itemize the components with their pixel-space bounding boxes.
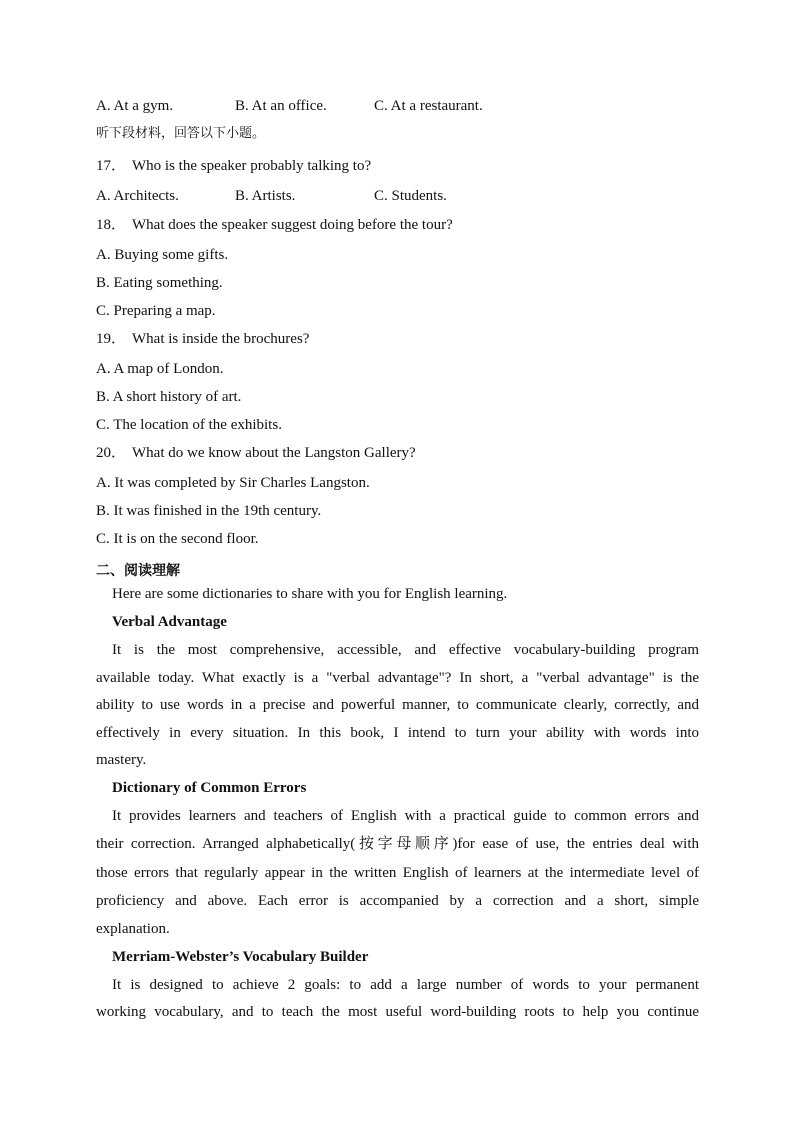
dictionary-title: Dictionary of Common Errors <box>112 780 307 796</box>
question-number: 17． <box>96 158 127 174</box>
question-number: 20． <box>96 445 127 461</box>
q20-option-b: B. It was finished in the 19th century. <box>96 503 322 519</box>
q17-option-c: C. Students. <box>374 188 447 204</box>
paragraph-line: proficiency and above. Each error is accompanied by a correction and a short, simple <box>96 893 699 909</box>
paragraph-line: It provides learners and teachers of English with a practical guide to common errors and <box>112 808 699 824</box>
question-text: Who is the speaker probably talking to? <box>132 158 372 174</box>
q20-option-a: A. It was completed by Sir Charles Langston. <box>96 475 370 491</box>
question-20 <box>96 443 416 463</box>
q20-option-c: C. It is on the second floor. <box>96 531 259 547</box>
paragraph-line: ability to use words in a precise and powerful manner, to communicate clearly, correctly, and <box>96 697 699 713</box>
question-19 <box>96 329 309 349</box>
q17-option-b: B. Artists. <box>235 188 296 204</box>
paragraph-line: working vocabulary, and to teach the most useful word-building roots to help you continue <box>96 1004 699 1020</box>
paragraph-line: It is designed to achieve 2 goals: to add a large number of words to your permanent <box>112 977 699 993</box>
paragraph-line: mastery. <box>96 752 147 768</box>
paragraph-line: their correction. Arranged alphabetically(按字母顺序)for ease of use, the entries deal with <box>96 836 699 852</box>
paragraph-line: It is the most comprehensive, accessible, and effective vocabulary-building program <box>112 642 699 658</box>
question-number: 18． <box>96 217 127 233</box>
question-number: 19． <box>96 331 127 347</box>
q18-option-c: C. Preparing a map. <box>96 303 216 319</box>
question-18 <box>96 215 453 235</box>
paragraph-line: available today. What exactly is a "verbal advantage"? In short, a "verbal advantage" is the <box>96 670 699 686</box>
q18-option-b: B. Eating something. <box>96 275 223 291</box>
q19-option-a: A. A map of London. <box>96 361 224 377</box>
q19-option-c: C. The location of the exhibits. <box>96 417 282 433</box>
dictionary-title: Merriam-Webster’s Vocabulary Builder <box>112 949 369 965</box>
q16-option-a: A. At a gym. <box>96 98 174 114</box>
q19-option-b: B. A short history of art. <box>96 389 242 405</box>
paragraph-line: explanation. <box>96 921 170 937</box>
question-17 <box>96 156 371 176</box>
intro-text: Here are some dictionaries to share with you for English learning. <box>112 586 508 602</box>
q16-option-b: B. At an office. <box>235 98 327 114</box>
q17-option-a: A. Architects. <box>96 188 179 204</box>
question-text: What is inside the brochures? <box>132 331 310 347</box>
question-text: What do we know about the Langston Gallery? <box>132 445 416 461</box>
paragraph-line: those errors that regularly appear in the written English of learners at the intermediate level of <box>96 865 699 881</box>
q18-option-a: A. Buying some gifts. <box>96 247 229 263</box>
q16-option-c: C. At a restaurant. <box>374 98 483 114</box>
dictionary-title: Verbal Advantage <box>112 614 227 630</box>
paragraph-line: effectively in every situation. In this book, I intend to turn your ability with words into <box>96 725 699 741</box>
listening-instruction: 听下段材料，回答以下小题。 <box>96 126 266 141</box>
section-heading: 二、阅读理解 <box>96 563 180 579</box>
question-text: What does the speaker suggest doing before the tour? <box>132 217 453 233</box>
